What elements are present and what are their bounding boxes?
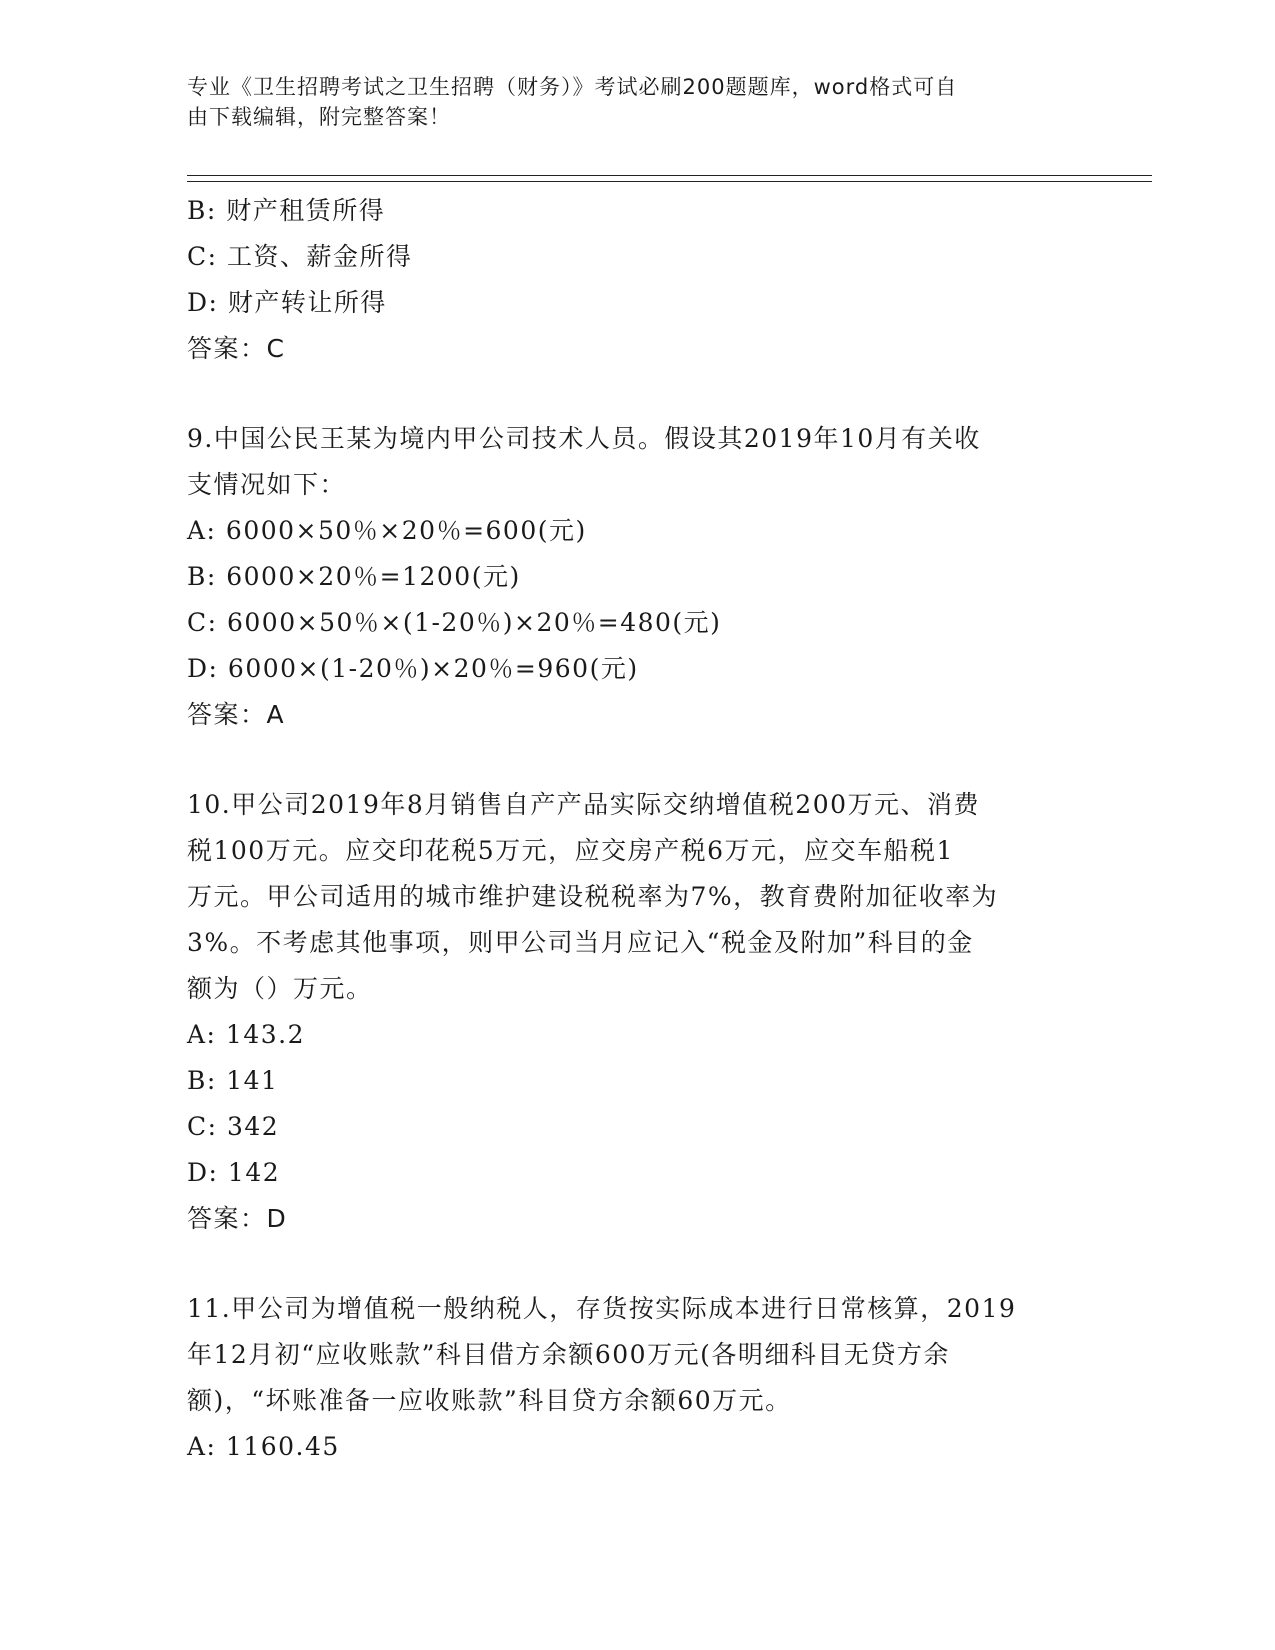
option-b: B: 6000×20％=1200(元) (187, 562, 521, 591)
question-11 (187, 1286, 1087, 1470)
question-10 (187, 782, 1087, 1242)
option-c: C: 342 (187, 1112, 280, 1141)
header-line-2: 由下载编辑，附完整答案！ (187, 105, 451, 129)
option-b: B: 财产租赁所得 (187, 196, 386, 225)
question-8-tail (187, 188, 1087, 372)
header-rule-top (187, 175, 1152, 176)
spacer (187, 372, 1087, 416)
question-stem-line: 年12月初“应收账款”科目借方余额600万元(各明细科目无贷方余 (187, 1340, 950, 1369)
answer-line: 答案：A (187, 700, 286, 729)
document-body (187, 188, 1087, 1470)
spacer (187, 738, 1087, 782)
question-stem-line: 11.甲公司为增值税一般纳税人，存货按实际成本进行日常核算，2019 (187, 1294, 1017, 1323)
question-stem-line: 额)，“坏账准备一应收账款”科目贷方余额60万元。 (187, 1386, 792, 1415)
question-stem-line: 支情况如下： (187, 470, 347, 499)
option-a: A: 1160.45 (187, 1432, 340, 1461)
document-header (187, 72, 1067, 132)
question-stem-line: 3%。不考虑其他事项，则甲公司当月应记入“税金及附加”科目的金 (187, 928, 974, 957)
question-9 (187, 416, 1087, 738)
spacer (187, 1242, 1087, 1286)
answer-line: 答案：D (187, 1204, 288, 1233)
question-stem-line: 额为（）万元。 (187, 974, 373, 1003)
header-line-1: 专业《卫生招聘考试之卫生招聘（财务）》考试必刷200题题库，word格式可自 (187, 75, 958, 99)
question-stem-line: 9.中国公民王某为境内甲公司技术人员。假设其2019年10月有关收 (187, 424, 981, 453)
option-c: C: 工资、薪金所得 (187, 242, 413, 271)
option-a: A: 143.2 (187, 1020, 305, 1049)
answer-line: 答案：C (187, 334, 286, 363)
option-a: A: 6000×50％×20％=600(元) (187, 516, 587, 545)
option-c: C: 6000×50％×(1-20％)×20％=480(元) (187, 608, 722, 637)
header-rule-bottom (187, 181, 1152, 182)
question-stem-line: 10.甲公司2019年8月销售自产产品实际交纳增值税200万元、消费 (187, 790, 981, 819)
option-d: D: 财产转让所得 (187, 288, 387, 317)
option-b: B: 141 (187, 1066, 279, 1095)
question-stem-line: 税100万元。应交印花税5万元，应交房产税6万元，应交车船税1 (187, 836, 954, 865)
option-d: D: 6000×(1-20％)×20％=960(元) (187, 654, 639, 683)
option-d: D: 142 (187, 1158, 281, 1187)
question-stem-line: 万元。甲公司适用的城市维护建设税税率为7%，教育费附加征收率为 (187, 882, 999, 911)
